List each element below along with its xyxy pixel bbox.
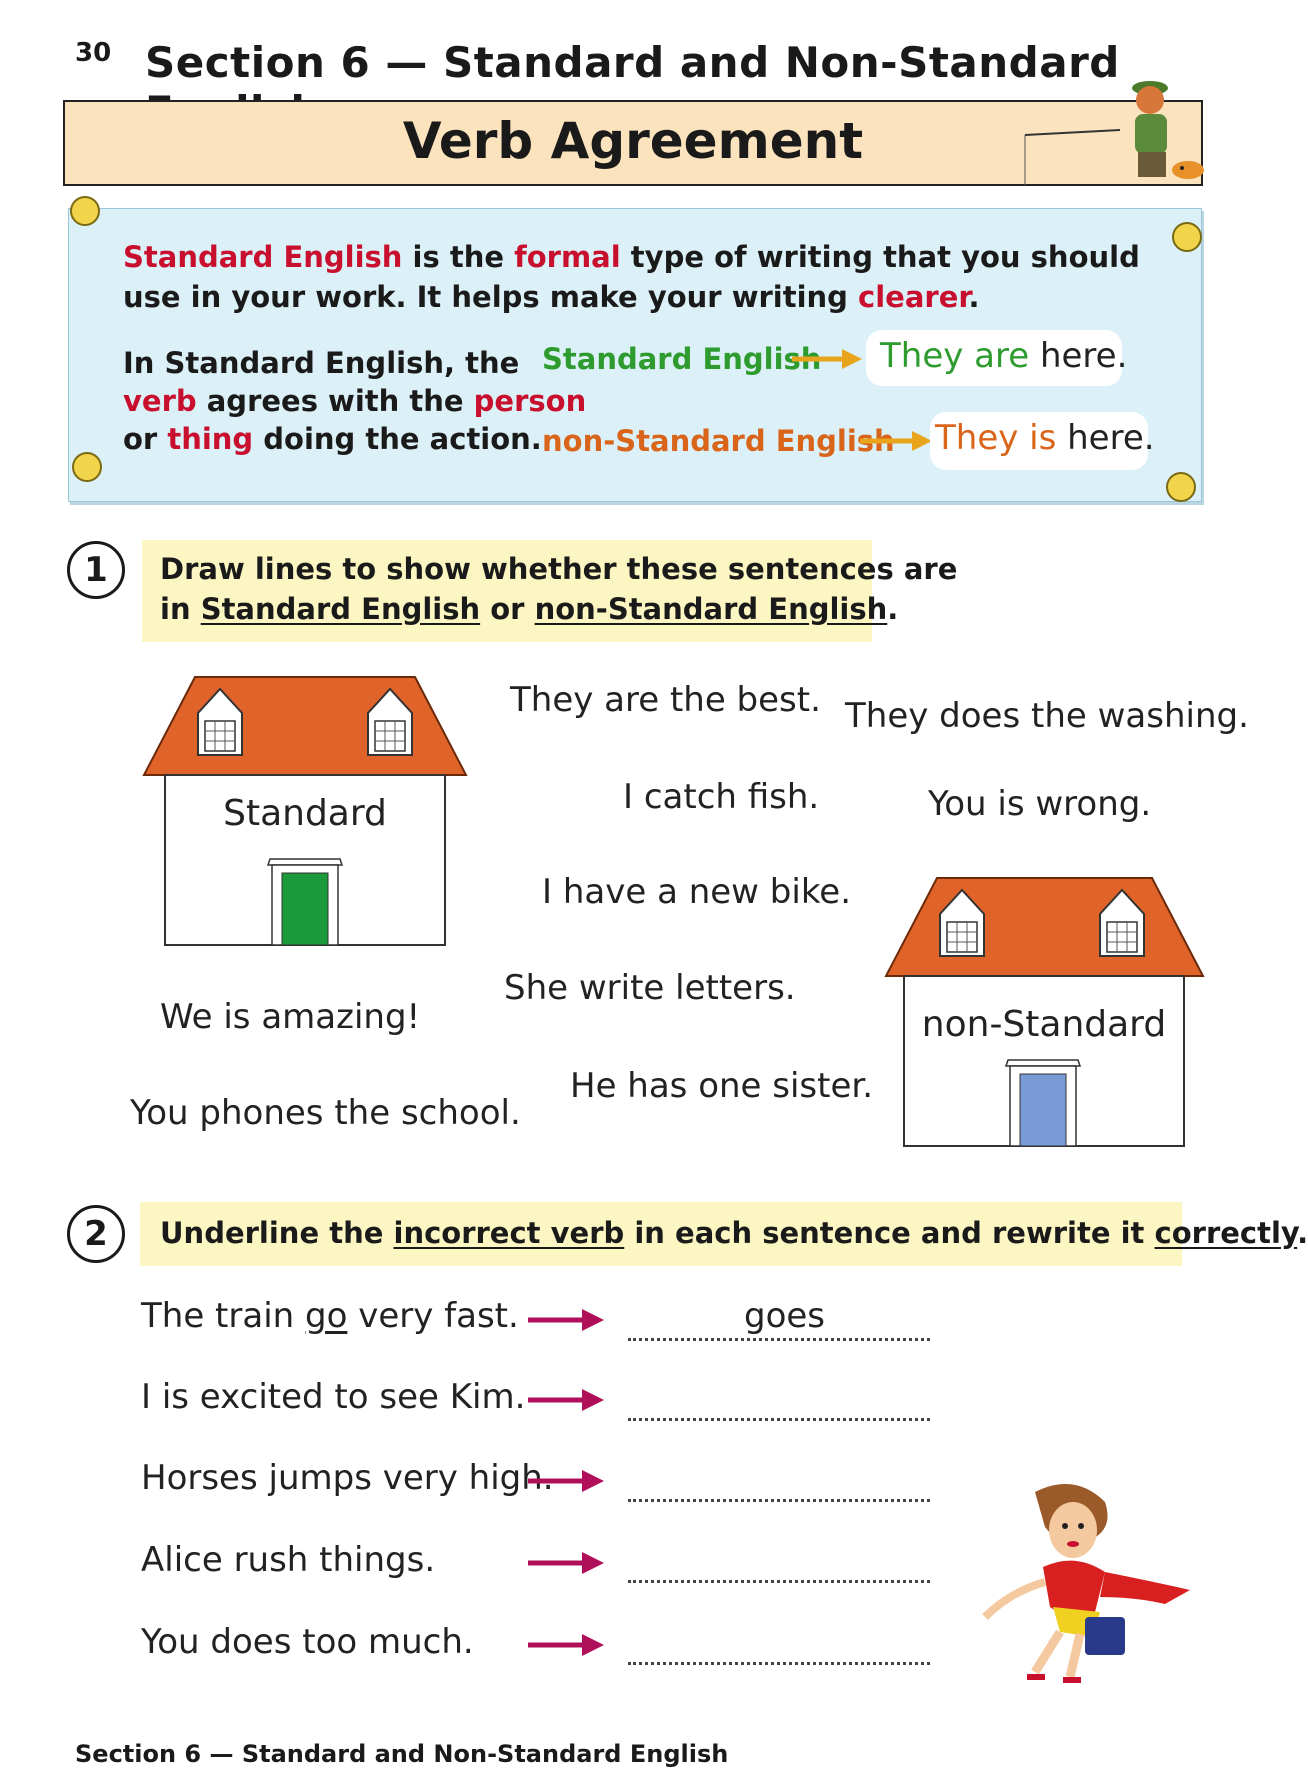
term-standard-english: Standard English [123,240,403,274]
text: . [1297,1216,1308,1250]
text: is the [402,240,515,274]
sentence-option[interactable]: She write letters. [504,968,796,1008]
text: . [968,280,980,314]
sentence-option[interactable]: They does the washing. [845,696,1249,736]
exercise-sentence: You does too much. [141,1622,474,1662]
text: They are [880,336,1030,376]
arrow-right-icon [858,428,934,454]
arrow-right-icon [526,1306,606,1334]
arrow-right-icon [526,1549,606,1577]
text: use in your work. It helps make your writing [123,280,859,314]
text: They is [935,418,1057,458]
example-standard-sentence [880,336,1127,376]
example-standard-label: Standard English [542,342,822,376]
text: here. [1056,418,1155,458]
page-footer: Section 6 — Standard and Non-Standard English [75,1740,729,1768]
text: or [480,592,535,626]
pin-icon [1166,472,1196,502]
text: or [123,422,168,456]
term-formal: formal [514,240,621,274]
rushing-woman-illustration [965,1472,1205,1692]
rule-line-1: In Standard English, the [123,346,520,380]
text: Underline the [160,1216,394,1250]
text: here. [1029,336,1128,376]
info-line-1 [123,240,1140,274]
example-nonstandard-label: non-Standard English [542,424,895,458]
term-verb: verb [123,384,197,418]
term-clearer: clearer [858,280,969,314]
sentence-option[interactable]: You is wrong. [928,784,1152,824]
arrow-right-icon [790,346,864,372]
arrow-right-icon [526,1386,606,1414]
text: agrees with the [196,384,474,418]
sentence-option[interactable]: You phones the school. [130,1093,521,1133]
example-nonstandard-sentence [935,418,1155,458]
text: incorrect verb [393,1216,625,1250]
question2-instruction [160,1216,1308,1250]
answer-line[interactable] [628,1662,930,1665]
pin-icon [1172,222,1202,252]
text: The train [141,1296,305,1336]
term-thing: thing [167,422,254,456]
text: correctly [1154,1216,1298,1250]
pin-icon [70,196,100,226]
text: non-Standard English [534,592,888,626]
exercise-sentence: Alice rush things. [141,1540,436,1580]
topic-title: Verb Agreement [402,112,864,170]
sentence-option[interactable]: They are the best. [510,680,821,720]
text: in [160,592,201,626]
text: go [305,1296,348,1336]
rule-line-3 [123,422,542,456]
question-number: 1 [67,541,125,599]
info-line-2 [123,280,980,314]
answer-line [628,1338,930,1341]
text: . [887,592,899,626]
sentence-option[interactable]: I catch fish. [623,777,820,817]
exercise-sentence-example [141,1296,519,1336]
example-answer: goes [744,1296,826,1336]
text: very fast. [347,1296,519,1336]
house-nonstandard-label: non-Standard [921,1004,1167,1045]
exercise-sentence: Horses jumps very high. [141,1458,554,1498]
page-number: 30 [75,38,112,68]
arrow-right-icon [526,1631,606,1659]
sentence-option[interactable]: We is amazing! [160,997,421,1037]
pin-icon [72,452,102,482]
exercise-sentence: I is excited to see Kim. [141,1377,526,1417]
answer-line[interactable] [628,1418,930,1421]
question1-line-2 [160,592,898,626]
arrow-right-icon [526,1467,606,1495]
question1-line-1: Draw lines to show whether these sentences are [160,552,958,586]
text: in each sentence and rewrite it [624,1216,1155,1250]
rule-line-2 [123,384,586,418]
text: type of writing that you should [620,240,1140,274]
section-title: Section 6 — Standard and Non-Standard [145,38,1120,87]
fisherman-illustration [1010,60,1210,190]
house-standard-label: Standard [223,793,387,834]
answer-line[interactable] [628,1580,930,1583]
term-person: person [473,384,587,418]
text: Standard English [200,592,481,626]
question-number: 2 [67,1205,125,1263]
text: doing the action. [253,422,542,456]
answer-line[interactable] [628,1499,930,1502]
sentence-option[interactable]: He has one sister. [570,1066,874,1106]
sentence-option[interactable]: I have a new bike. [542,872,852,912]
